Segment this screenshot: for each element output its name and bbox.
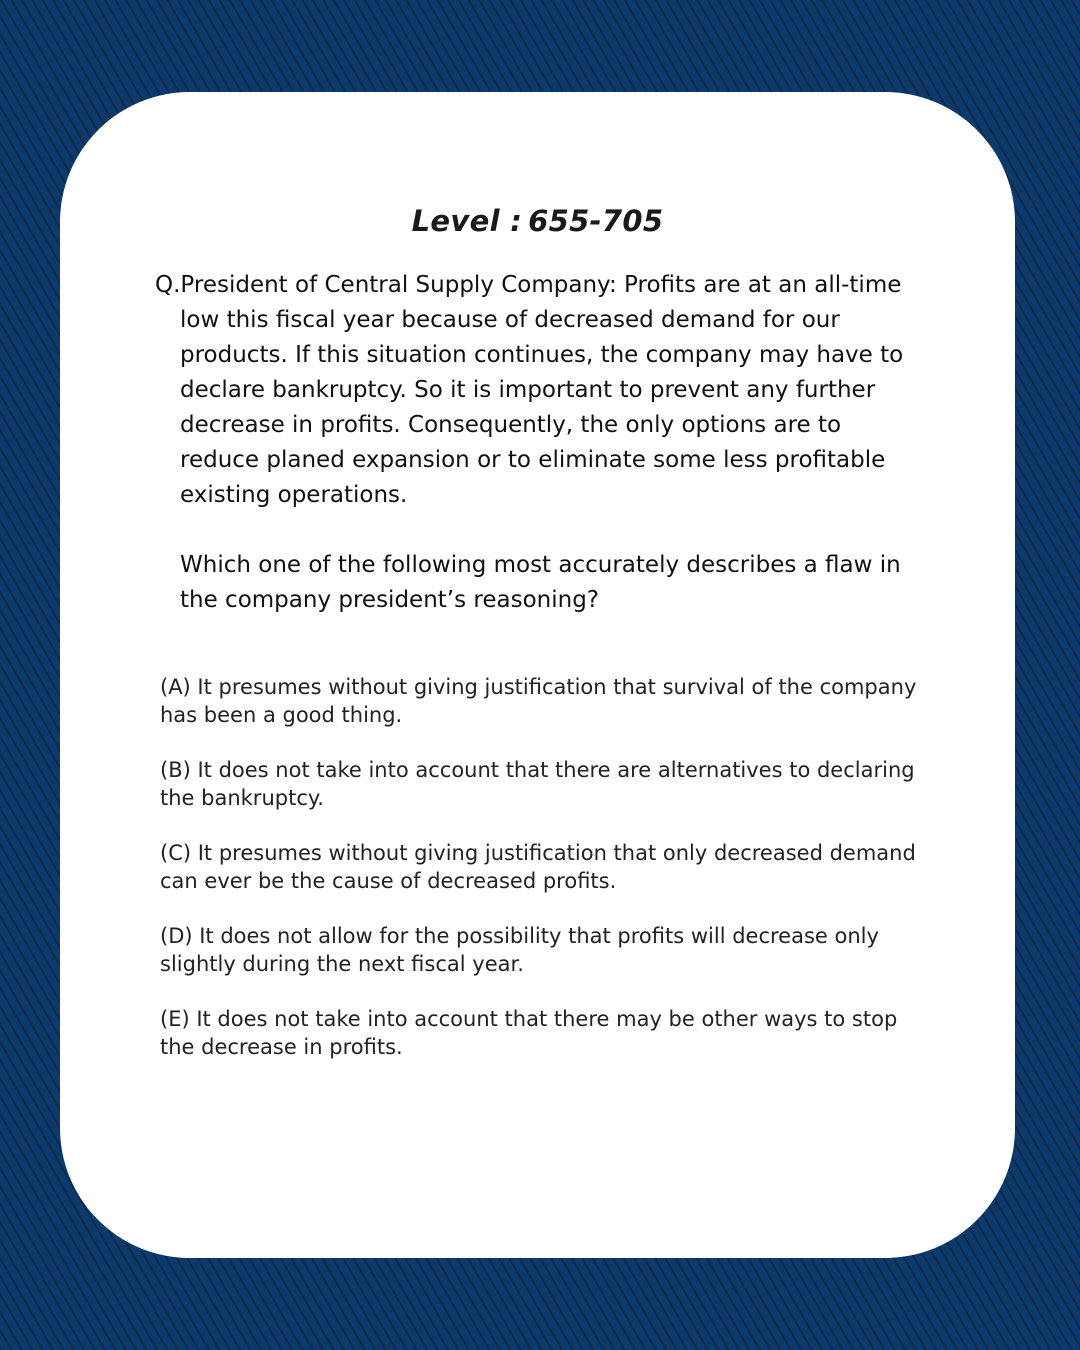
option-e[interactable]: (E) It does not take into account that there may be other ways to stop the decrease in profits. bbox=[160, 1007, 898, 1059]
question-ask: Which one of the following most accurately describes a flaw in the company president’s reasoning? bbox=[180, 552, 901, 613]
level-label: Level : bbox=[411, 204, 523, 238]
option-b[interactable]: (B) It does not take into account that there are alternatives to declaring the bankruptcy. bbox=[160, 758, 915, 810]
level-value: 655-705 bbox=[528, 204, 664, 238]
option-d[interactable]: (D) It does not allow for the possibility that profits will decrease only slightly during the next fiscal year. bbox=[160, 924, 879, 976]
option-c[interactable]: (C) It presumes without giving justification that only decreased demand can ever be the cause of decreased profits. bbox=[160, 841, 916, 893]
answer-options bbox=[160, 673, 930, 1088]
level-heading bbox=[60, 204, 1015, 238]
question-prompt: Q.President of Central Supply Company: Profits are at an all-time low this fiscal year because of decreased demand for our products. If this situation continues, the company may have to declare bankruptcy. So it is important to prevent any further decrease in profits. Consequently, the only options are to reduce planed expansion or to eliminate some less profitable existing operations. bbox=[155, 272, 904, 508]
option-a[interactable]: (A) It presumes without giving justification that survival of the company has been a good thing. bbox=[160, 675, 917, 727]
question-block bbox=[155, 268, 915, 618]
